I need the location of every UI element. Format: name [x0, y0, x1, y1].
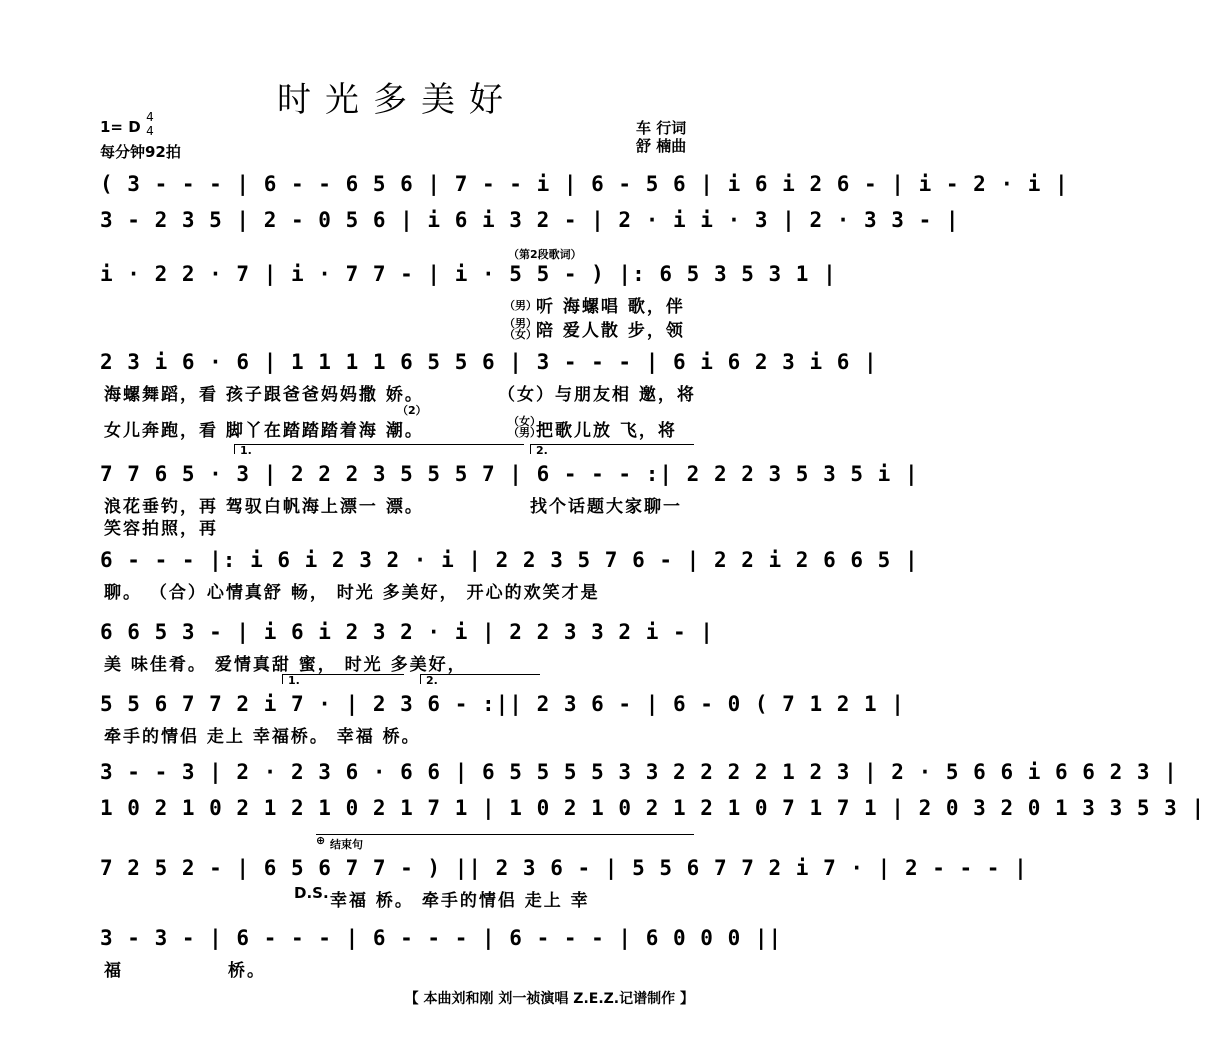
performer-credit: 【 本曲刘和刚 刘一祯演唱 Z.E.Z.记谱制作 】	[404, 991, 694, 1007]
page-title: 时光多美好	[277, 80, 517, 120]
lyrics-row-5-line-1: 浪花垂钓，再 驾驭白帆海上漂一 漂。	[104, 497, 424, 517]
repeat-2-mark: （2）	[397, 404, 427, 417]
score-row-2: 3 - 2 3 5 | 2 - 0 5 6 | i 6 i 3 2 - | 2 · i i · 3 | 2 · 3 3 - |	[100, 208, 960, 232]
volta-2b-bracket	[420, 674, 540, 675]
lyrics-row-8: 牵手的情侣 走上 幸福桥。 幸福 桥。	[104, 727, 421, 747]
score-row-8: 5 5 6 7 7 2 i 7 · | 2 3 6 - :|| 2 3 6 - | 6 - 0 ( 7 1 2 1 |	[100, 692, 905, 716]
lyrics-row-4-line-2-end: 把歌儿放 飞，将	[536, 421, 677, 441]
score-row-12: 3 - 3 - | 6 - - - | 6 - - - | 6 - - - | 6 0 0 0 ||	[100, 926, 783, 950]
lyrics-row-3-line-1: 听 海螺唱 歌，伴	[536, 297, 685, 317]
volta-2-tick	[530, 444, 531, 454]
tempo-marking: 每分钟92拍	[100, 143, 181, 161]
coda-label: 结束句	[330, 838, 363, 851]
lyrics-row-5-line-2: 笑容拍照，再	[104, 519, 218, 539]
composer: 舒 楠曲	[636, 137, 687, 155]
score-row-1: ( 3 - - - | 6 - - 6 5 6 | 7 - - i | 6 - 5 6 | i 6 i 2 6 - | i - 2 · i |	[100, 172, 1069, 196]
volta-2b-tick	[420, 674, 421, 684]
score-row-3: i · 2 2 · 7 | i · 7 7 - | i · 5 5 - ) |: 6 5 3 5 3 1 |	[100, 262, 837, 286]
lyrics-row-5-line-1-end: 找个话题大家聊一	[530, 497, 682, 517]
volta-1b-label: 1.	[288, 674, 300, 687]
score-row-7: 6 6 5 3 - | i 6 i 2 3 2 · i | 2 2 3 3 2 i - |	[100, 620, 714, 644]
dal-segno: D.S.	[294, 884, 329, 902]
lyrics-row-3-line-2: 陪 爱人散 步，领	[536, 321, 685, 341]
lyrics-row-12-a: 福	[104, 961, 123, 981]
volta-2-label: 2.	[536, 444, 548, 457]
lyric-label-male: （男）	[504, 299, 537, 312]
time-signature-bottom: 4	[146, 124, 154, 138]
score-row-5: 7 7 6 5 · 3 | 2 2 2 3 5 5 5 7 | 6 - - - :| 2 2 2 3 5 3 5 i |	[100, 462, 919, 486]
lyrics-row-7: 美 味佳肴。 爱情真甜 蜜， 时光 多美好，	[104, 655, 467, 675]
score-row-11: 7 2 5 2 - | 6 5 6 7 7 - ) || 2 3 6 - | 5 5 6 7 7 2 i 7 · | 2 - - - |	[100, 856, 1028, 880]
score-row-6: 6 - - - |: i 6 i 2 3 2 · i | 2 2 3 5 7 6 - | 2 2 i 2 6 6 5 |	[100, 548, 919, 572]
segno-note: （第2段歌词）	[508, 248, 582, 261]
lyricist: 车 行词	[636, 119, 687, 137]
lyric-label-female-male: （女）（男）	[508, 415, 541, 439]
coda-bracket	[316, 834, 694, 835]
volta-1b-tick	[282, 674, 283, 684]
lyric-label-male-female: （男）（女）	[504, 317, 537, 341]
volta-1-label: 1.	[240, 444, 252, 457]
lyrics-row-4-line-1-end: （女）与朋友相 邀，将	[498, 385, 696, 405]
volta-2-bracket	[530, 444, 694, 445]
volta-1-bracket	[234, 444, 524, 445]
lyrics-row-12-b: 桥。	[228, 961, 266, 981]
score-row-4: 2 3 i 6 · 6 | 1 1 1 1 6 5 5 6 | 3 - - - | 6 i 6 2 3 i 6 |	[100, 350, 878, 374]
score-row-10: 1 0 2 1 0 2 1 2 1 0 2 1 7 1 | 1 0 2 1 0 2 1 2 1 0 7 1 7 1 | 2 0 3 2 0 1 3 3 5 3 |	[100, 796, 1205, 820]
volta-2b-label: 2.	[426, 674, 438, 687]
time-signature-top: 4	[146, 110, 154, 124]
lyrics-row-4-line-2: 女儿奔跑，看 脚丫在踏踏踏着海 潮。	[104, 421, 424, 441]
score-row-9: 3 - - 3 | 2 · 2 3 6 · 6 6 | 6 5 5 5 5 3 3 2 2 2 2 1 2 3 | 2 · 5 6 6 i 6 6 2 3 |	[100, 760, 1178, 784]
coda-icon: ⊕	[316, 834, 326, 847]
volta-1b-bracket	[282, 674, 404, 675]
volta-1-tick	[234, 444, 235, 454]
lyrics-row-11: 幸福 桥。 牵手的情侣 走上 幸	[330, 891, 590, 911]
lyrics-row-4-line-1: 海螺舞蹈，看 孩子跟爸爸妈妈撒 娇。	[104, 385, 424, 405]
lyrics-row-6: 聊。 （合）心情真舒 畅， 时光 多美好， 开心的欢笑才是	[104, 583, 600, 603]
key-signature: 1= D	[100, 118, 141, 136]
